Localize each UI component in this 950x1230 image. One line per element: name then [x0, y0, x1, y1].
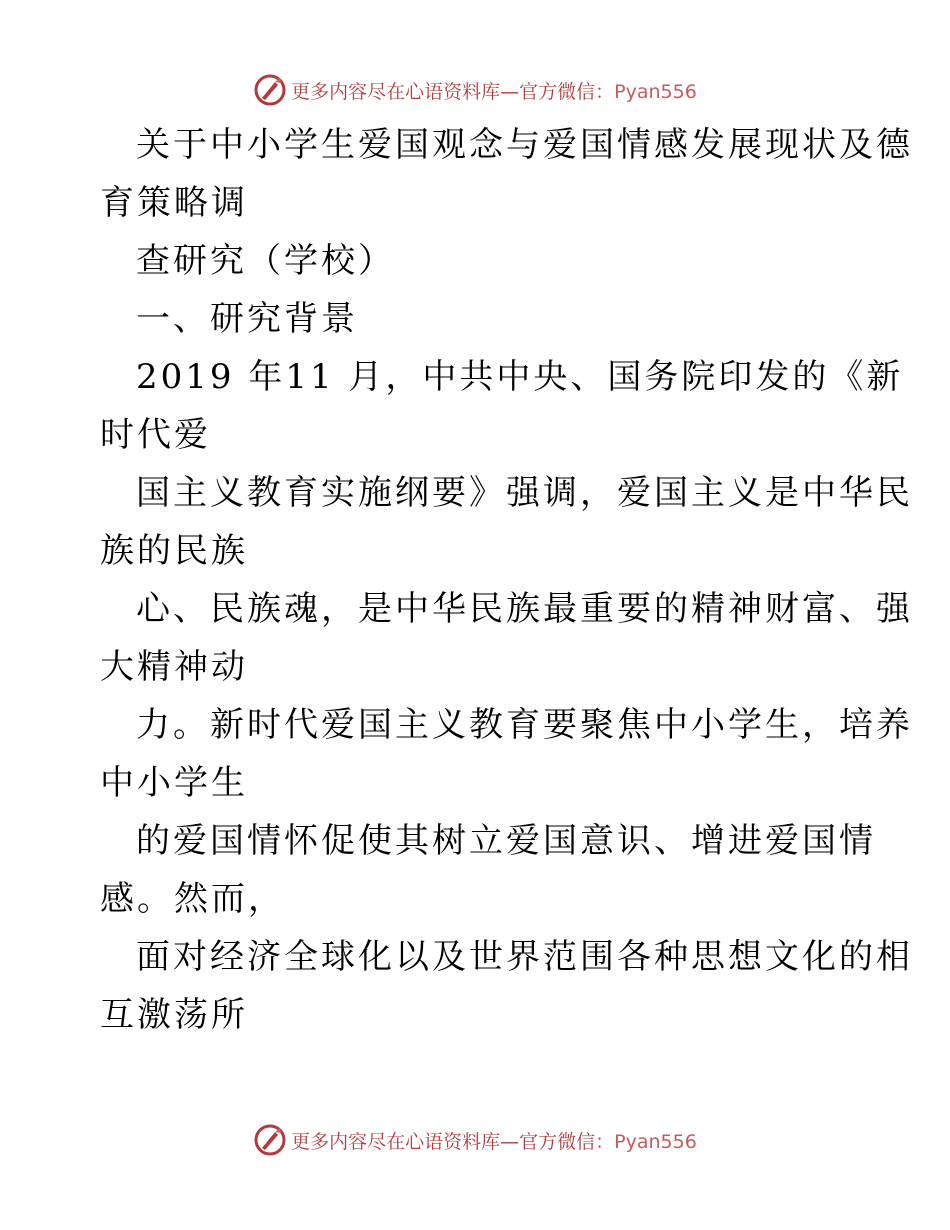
text-line: 国主义教育实施纲要》强调，爱国主义是中华民 — [136, 473, 913, 513]
text-line: 关于中小学生爱国观念与爱国情感发展现状及德 — [136, 125, 913, 165]
watermark-text: 更多内容尽在心语资料库—官方微信：Pyan556 — [291, 80, 697, 103]
header-watermark — [0, 70, 950, 110]
text-line: 中小学生 — [100, 763, 248, 803]
text-line: 大精神动 — [100, 647, 248, 687]
watermark-text: 更多内容尽在心语资料库—官方微信：Pyan556 — [291, 1130, 697, 1153]
text-line: 感。然而， — [100, 879, 285, 919]
section-heading: 一、研究背景 — [136, 299, 358, 339]
text-line: 力。新时代爱国主义教育要聚焦中小学生，培养 — [136, 705, 913, 745]
text-line: 面对经济全球化以及世界范围各种思想文化的相 — [136, 937, 913, 977]
document-body — [100, 116, 913, 1044]
text-line: 查研究（学校） — [136, 241, 395, 281]
quill-pen-logo-icon — [253, 1123, 287, 1157]
text-line: 互激荡所 — [100, 995, 248, 1035]
text-line: 心、民族魂，是中华民族最重要的精神财富、强 — [136, 589, 913, 629]
text-line: 育策略调 — [100, 183, 248, 223]
text-line: 时代爱 — [100, 415, 211, 455]
footer-watermark — [0, 1120, 950, 1160]
text-line: 族的民族 — [100, 531, 248, 571]
text-line: 2019 年11 月，中共中央、国务院印发的《新 — [136, 357, 904, 397]
text-line: 的爱国情怀促使其树立爱国意识、增进爱国情 — [136, 821, 876, 861]
quill-pen-logo-icon — [253, 73, 287, 107]
